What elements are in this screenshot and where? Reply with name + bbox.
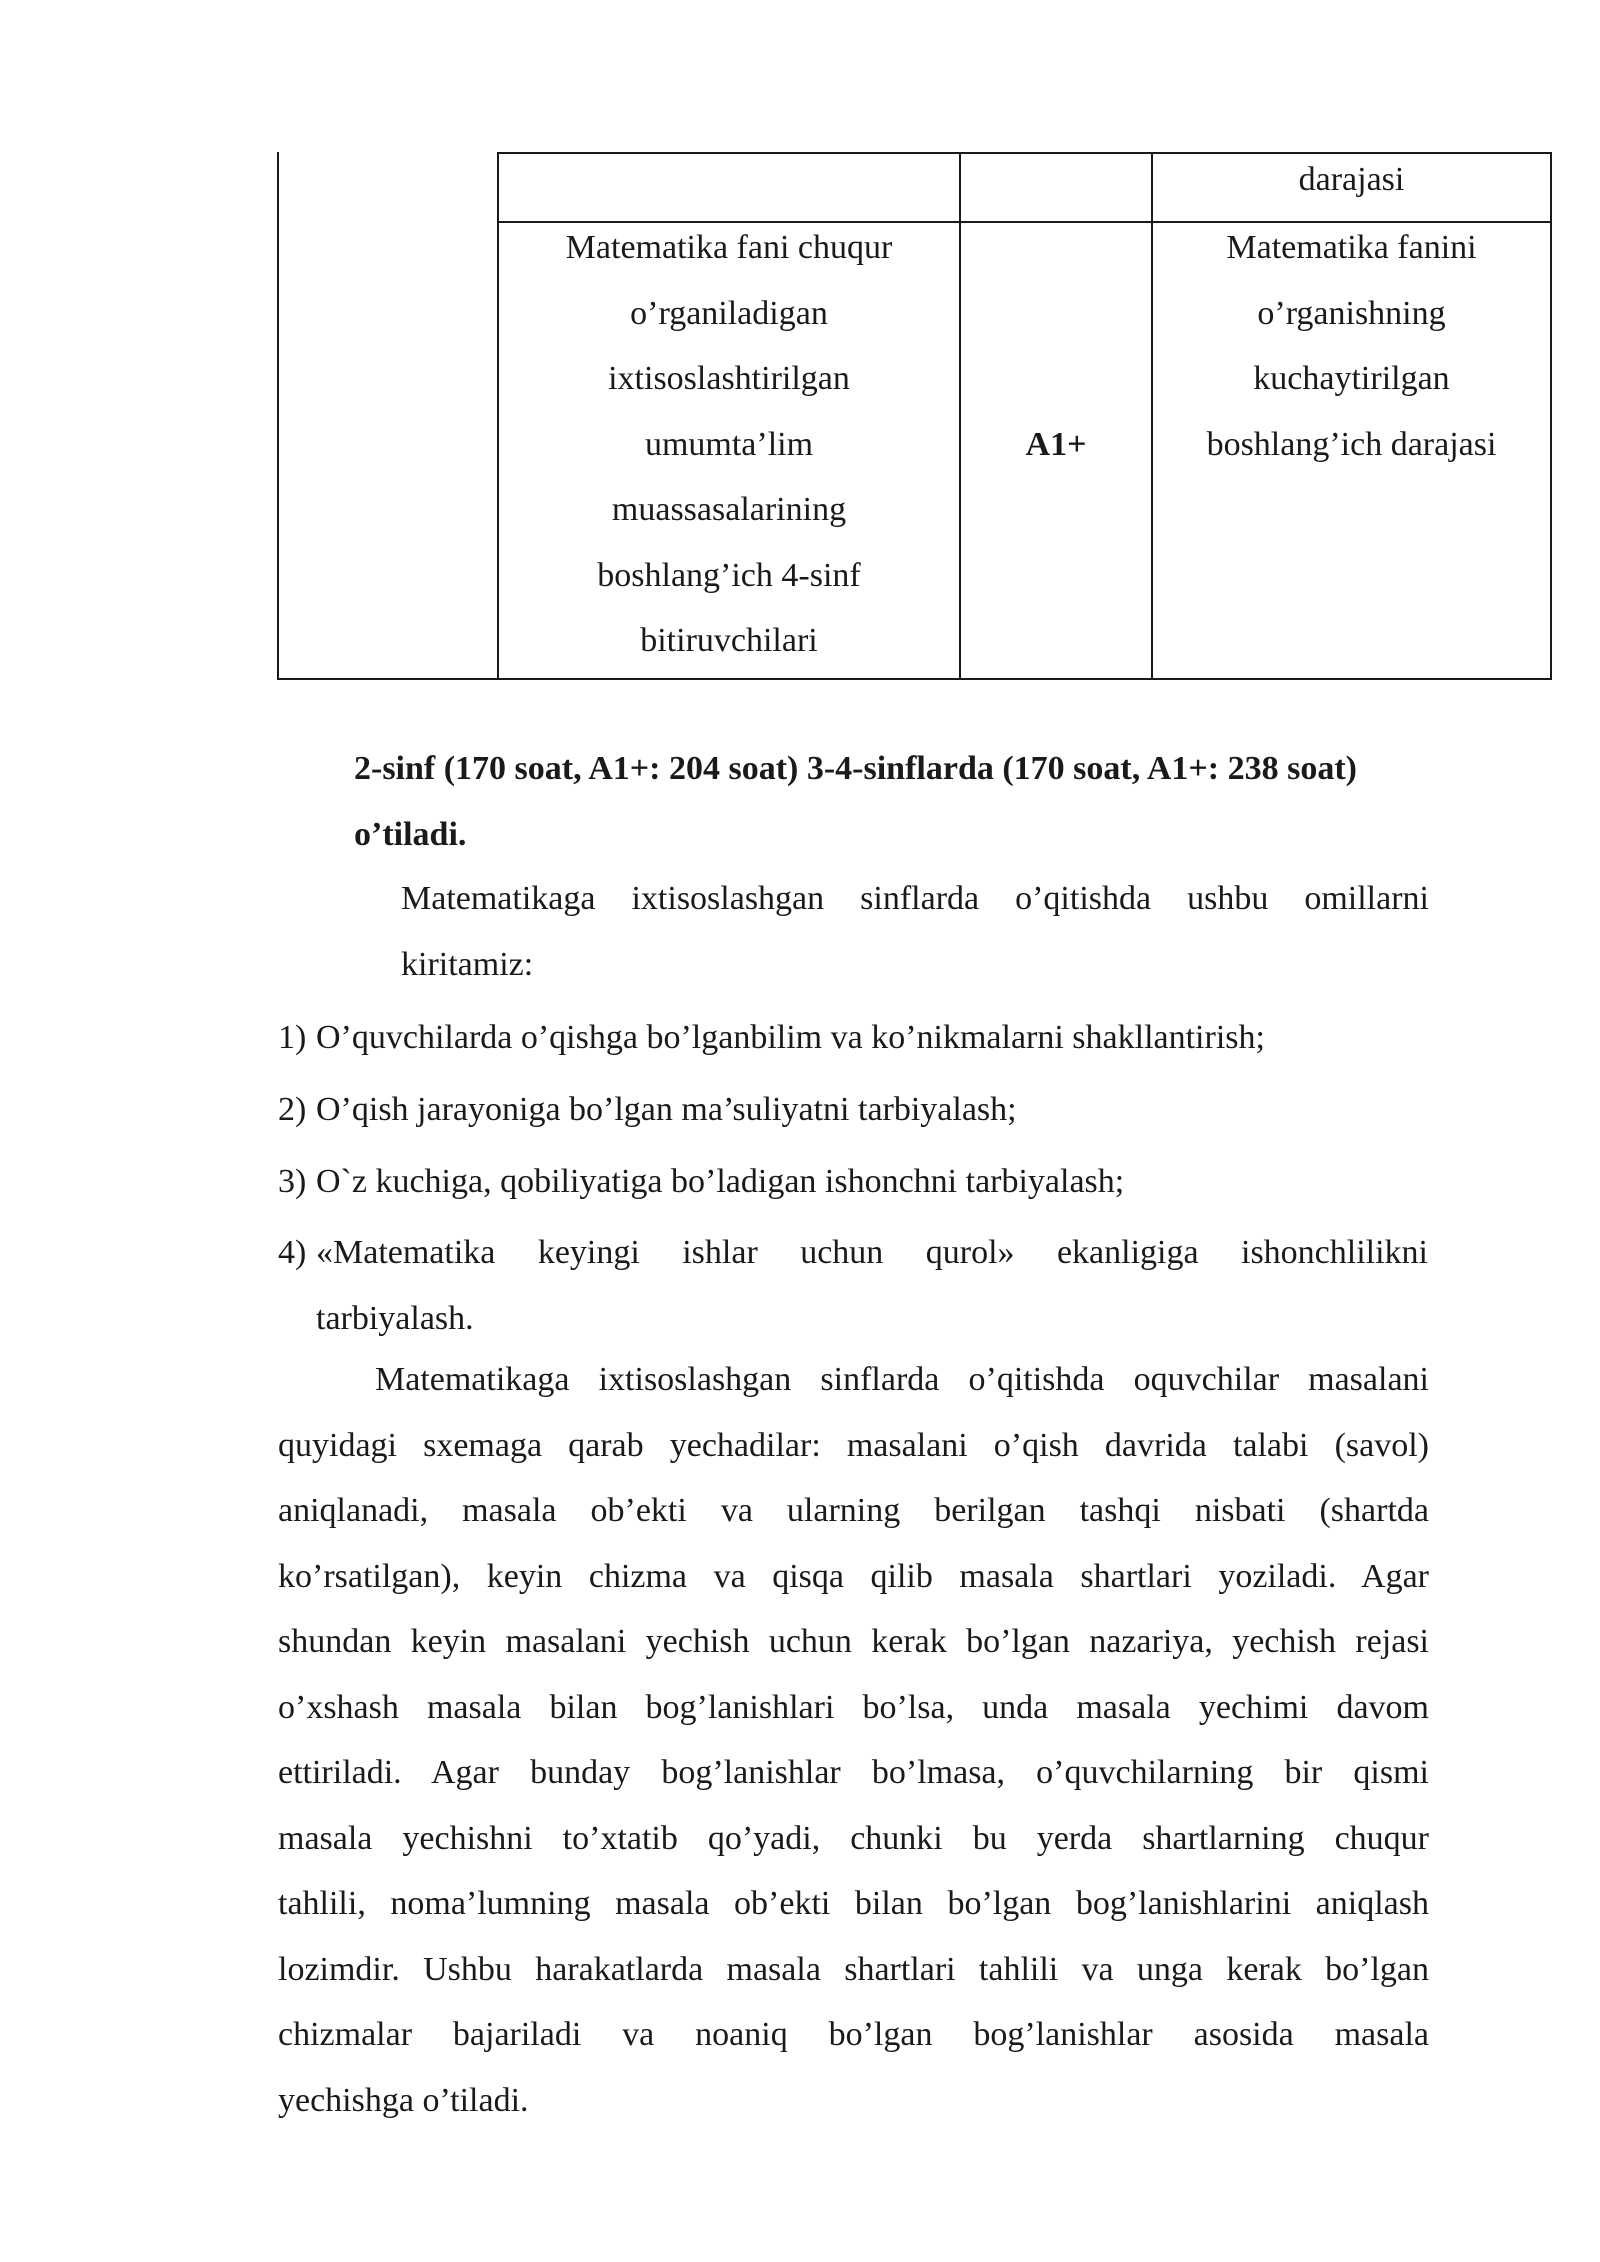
cell-line: umumta’lim [644,425,814,463]
cell-line: Matematika fani chuqur [565,229,893,266]
table-cell-col1 [499,215,959,674]
list-number: 4) [278,1234,307,1271]
table-cell-top-col3 [1153,147,1550,213]
table-border-right [1550,152,1552,680]
paragraph-line: lozimdir. Ushbu harakatlarda masala shartlari tahlili va unga kerak bo’lgan [278,1950,1429,1988]
list-number: 1) [278,1019,307,1056]
paragraph-line: ettiriladi. Agar bunday bog’lanishlar bo’lmasa, o’quvchilarning bir qismi [278,1754,1429,1791]
paragraph-line: ko’rsatilgan), keyin chizma va qisqa qilib masala shartlari yoziladi. Agar [278,1557,1429,1595]
paragraph-line: tahlili, noma’lumning masala ob’ekti bilan bo’lgan bog’lanishlarini aniqlash [278,1885,1429,1922]
cell-text: darajasi [1298,161,1405,198]
paragraph-line: masala yechishni to’xtatib qo’yadi, chunki bu yerda shartlarning chuqur [278,1819,1429,1857]
paragraph-line: aniqlanadi, masala ob’ekti va ularning berilgan tashqi nisbati (shartda [278,1492,1429,1529]
list-text [316,1220,1428,1351]
table-border-bottom-outer [277,678,499,680]
cell-line: boshlang’ich darajasi [1206,425,1497,463]
paragraph-line: quyidagi sxemaga qarab yechadilar: masalani o’qish davrida talabi (savol) [278,1426,1429,1464]
cell-line: muassasalarining [611,491,847,528]
cell-line: bitiruvchilari [640,622,818,659]
list-number: 2) [278,1091,307,1128]
list-text: O`z kuchiga, qobiliyatiga bo’ladigan ishonchni tarbiyalash; [316,1163,1125,1200]
cell-line: o’rganishning [1257,294,1446,332]
paragraph-line: yechishga o’tiladi. [278,2081,529,2119]
cell-line: Matematika fanini [1226,229,1477,266]
heading-line-2: o’tiladi. [354,816,467,853]
section-heading [354,736,1484,868]
cell-line: o’rganiladigan [630,294,828,332]
list-number: 3) [278,1163,307,1200]
paragraph-line: chizmalar bajariladi va noaniq bo’lgan bog’lanishlar asosida masala [278,2016,1429,2053]
cell-line: boshlang’ich 4-sinf [597,556,861,594]
list-text: O’quvchilarda o’qishga bo’lganbilim va ko’nikmalarni shakllantirish; [316,1019,1265,1056]
cell-line: kuchaytirilgan [1253,360,1450,397]
paragraph-line: Matematikaga ixtisoslashgan sinflarda o’qitishda oquvchilar masalani [375,1361,1429,1398]
list-text-line: tarbiyalash. [316,1299,474,1337]
intro-line-2: kiritamiz: [401,945,534,983]
table [0,0,1600,700]
intro-paragraph [401,866,1429,997]
level-label: A1+ [1025,426,1087,463]
list-text: O’qish jarayoniga bo’lgan ma’suliyatni tarbiyalash; [316,1091,1017,1128]
paragraph-line: shundan keyin masalani yechish uchun kerak bo’lgan nazariya, yechish rejasi [278,1623,1429,1660]
list-text-line: «Matematika keyingi ishlar uchun qurol» ekanligiga ishonchlilikni [316,1234,1428,1271]
heading-line-1: 2-sinf (170 soat, A1+: 204 soat) 3-4-sinflarda (170 soat, A1+: 238 soat) [354,750,1357,787]
table-border-bottom [497,678,1552,680]
body-paragraph [278,1347,1429,2133]
table-cell-col3 [1153,215,1550,477]
table-cell-col2 [961,412,1151,478]
cell-line: ixtisoslashtirilgan [608,360,850,397]
paragraph-line: o’xshash masala bilan bog’lanishlari bo’lsa, unda masala yechimi davom [278,1688,1429,1726]
intro-line-1: Matematikaga ixtisoslashgan sinflarda o’qitishda ushbu omillarni [401,880,1429,917]
table-border-left-outer [277,152,279,680]
